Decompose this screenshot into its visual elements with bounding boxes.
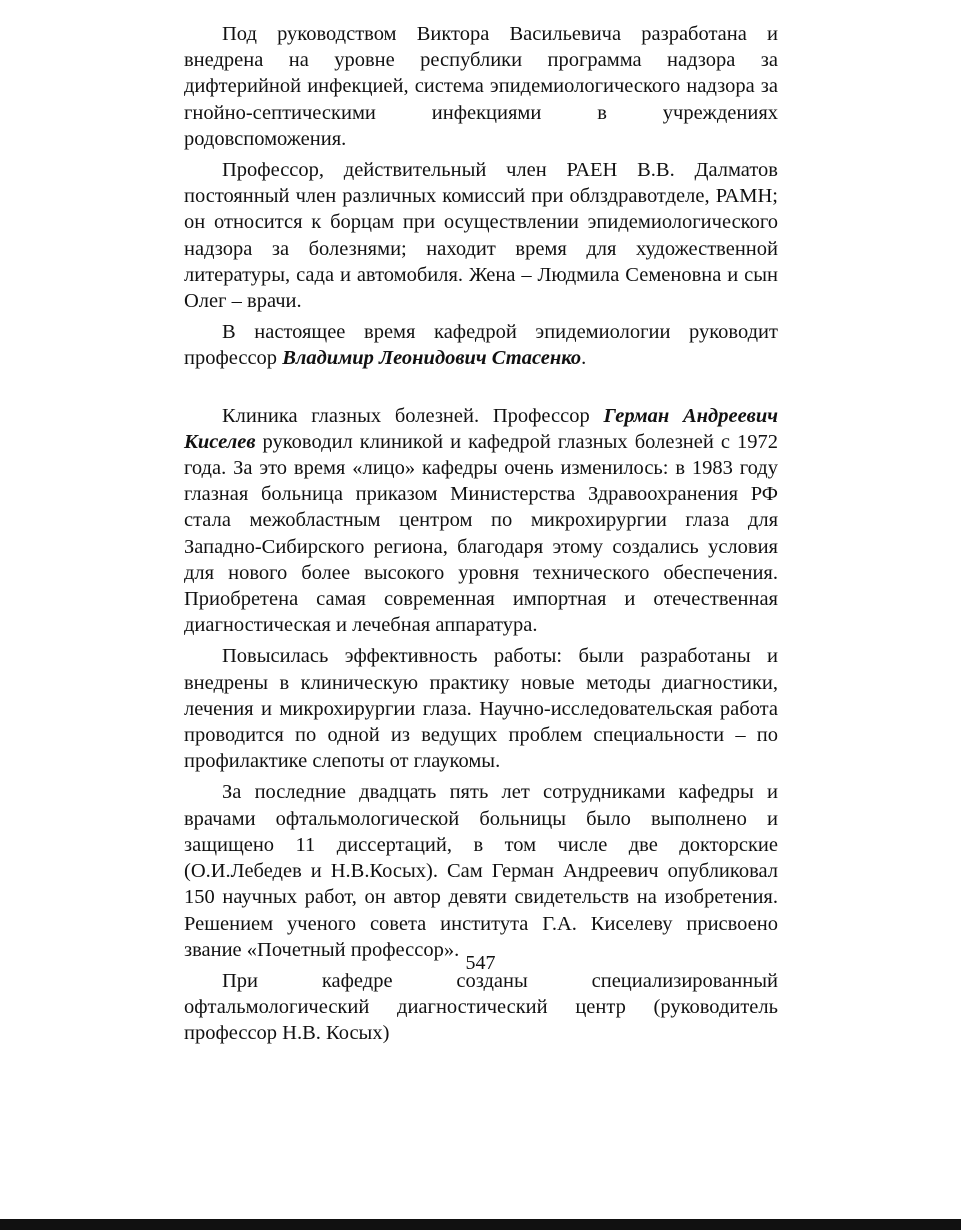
paragraph-4-text-after: руководил клиникой и кафедрой глазных болезней с 1972 года. За это время «лицо» кафедры очень изменилось: в 1983 году глазная больница приказом Министерства Здравоохранения РФ стала межобластным центром по микрохирургии глаза для Западно-Сибирского региона, благодаря этому создались условия для нового более высокого уровня технического обеспечения. Приобретена самая современная импортная и отечественная диагностическая и лечебная аппаратура. [184,430,778,637]
paragraph-3 [184,319,778,371]
paragraph-5: Повысилась эффективность работы: были разработаны и внедрены в клиническую практику новые методы диагностики, лечения и микрохирургии глаза. Научно-исследовательская работа проводится по одной из ведущих проблем специальности – по профилактике слепоты от глаукомы. [184,645,778,773]
paragraph-3-text-before: В настоящее время кафедрой эпидемиологии руководит профессор [184,321,778,370]
paragraph-2: Профессор, действительный член РАЕН В.В. Далматов постоянный член различных комиссий при облздравотделе, РАМН; он относится к борцам при осуществлении эпидемиологического надзора за болезнями; находит время для художественной литературы, сада и автомобиля. Жена – Людмила Семеновна и сын Олег – врачи. [184,159,778,313]
paragraph-4-text-before: Клиника глазных болезней. Профессор [222,404,604,427]
paragraph-6: За последние двадцать пять лет сотрудниками кафедры и врачами офтальмологической больницы было выполнено и защищено 11 диссертаций, в том числе две докторские (О.И.Лебедев и Н.В.Косых). Сам Герман Андреевич опубликовал 150 научных работ, он автор девяти свидетельств на изобретения. Решением ученого совета института Г.А. Киселеву присвоено звание «Почетный профессор». [184,781,778,961]
page-number: 547 [465,952,496,974]
paragraph-4 [184,403,778,639]
bottom-edge-bar [0,1219,961,1230]
person-name-kiselev: Герман Андреевич Киселев [184,404,778,453]
paragraph-7: При кафедре созданы специализированный офтальмологический диагностический центр (руководитель профессор Н.В. Косых) [184,969,778,1045]
body-text [184,21,778,1052]
person-name-stasenko: Владимир Леонидович Стасенко [282,347,582,370]
paragraph-1: Под руководством Виктора Васильевича разработана и внедрена на уровне республики программа надзора за дифтерийной инфекцией, система эпидемиологического надзора за гнойно-септическими инфекциями в учреждениях родовспоможения. [184,23,778,150]
paragraph-3-text-after: . [581,347,587,370]
